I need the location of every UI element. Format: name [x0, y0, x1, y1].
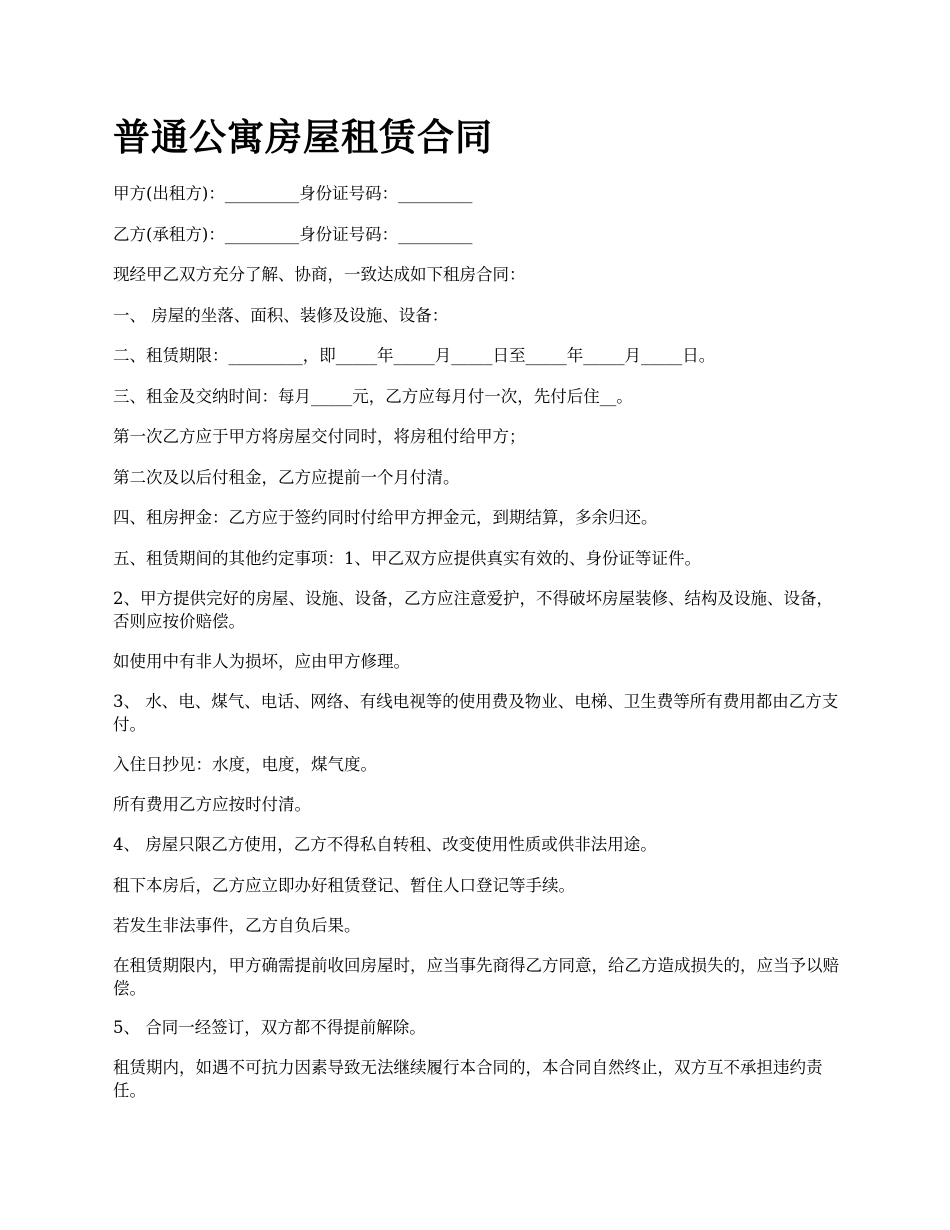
item-3-utilities: 3、 水、电、煤气、电话、网络、有线电视等的使用费及物业、电梯、卫生费等所有费用都由乙方支付。 [113, 692, 839, 734]
clause-3-rent: 三、租金及交纳时间：每月_____元，乙方应每月付一次，先付后住__。 [113, 387, 633, 406]
item-2-facilities: 2、甲方提供完好的房屋、设施、设备，乙方应注意爱护，不得破坏房屋装修、结构及设施、设备，否则应按价赔偿。 [113, 589, 833, 631]
fees-on-time-line: 所有费用乙方应按时付清。 [113, 795, 311, 814]
clause-2-term: 二、租赁期限：_________，即_____年_____月_____日至_____年_____月_____日。 [113, 346, 716, 365]
meter-reading-line: 入住日抄见：水度，电度，煤气度。 [113, 755, 377, 774]
clause-1-property: 一、 房屋的坐落、面积、装修及设施、设备： [113, 306, 449, 325]
subsequent-payment-line: 第二次及以后付租金，乙方应提前一个月付清。 [113, 468, 460, 487]
non-human-damage-line: 如使用中有非人为损坏，应由甲方修理。 [113, 652, 410, 671]
agreement-intro: 现经甲乙双方充分了解、协商，一致达成如下租房合同： [113, 265, 526, 284]
item-4-usage: 4、 房屋只限乙方使用，乙方不得私自转租、改变使用性质或供非法用途。 [113, 835, 657, 854]
force-majeure-line: 租赁期内，如遇不可抗力因素导致无法继续履行本合同的，本合同自然终止，双方互不承担违约责任。 [113, 1058, 823, 1100]
illegal-events-line: 若发生非法事件，乙方自负后果。 [113, 916, 361, 935]
item-5-no-termination: 5、 合同一经签订，双方都不得提前解除。 [113, 1018, 426, 1037]
clause-5-other-terms: 五、租赁期间的其他约定事项：1、甲乙双方应提供真实有效的、身份证等证件。 [113, 549, 701, 568]
registration-line: 租下本房后，乙方应立即办好租赁登记、暂住人口登记等手续。 [113, 876, 575, 895]
early-recovery-line: 在租赁期限内，甲方确需提前收回房屋时，应当事先商得乙方同意，给乙方造成损失的，应当予以赔偿。 [113, 956, 839, 998]
clause-4-deposit: 四、租房押金：乙方应于签约同时付给甲方押金元，到期结算，多余归还。 [113, 508, 658, 527]
first-payment-line: 第一次乙方应于甲方将房屋交付同时，将房租付给甲方； [113, 427, 526, 446]
party-a-line: 甲方(出租方)：_________身份证号码：_________ [113, 184, 473, 203]
document-title: 普通公寓房屋租赁合同 [113, 115, 493, 159]
party-b-line: 乙方(承租方)：_________身份证号码：_________ [113, 225, 473, 244]
